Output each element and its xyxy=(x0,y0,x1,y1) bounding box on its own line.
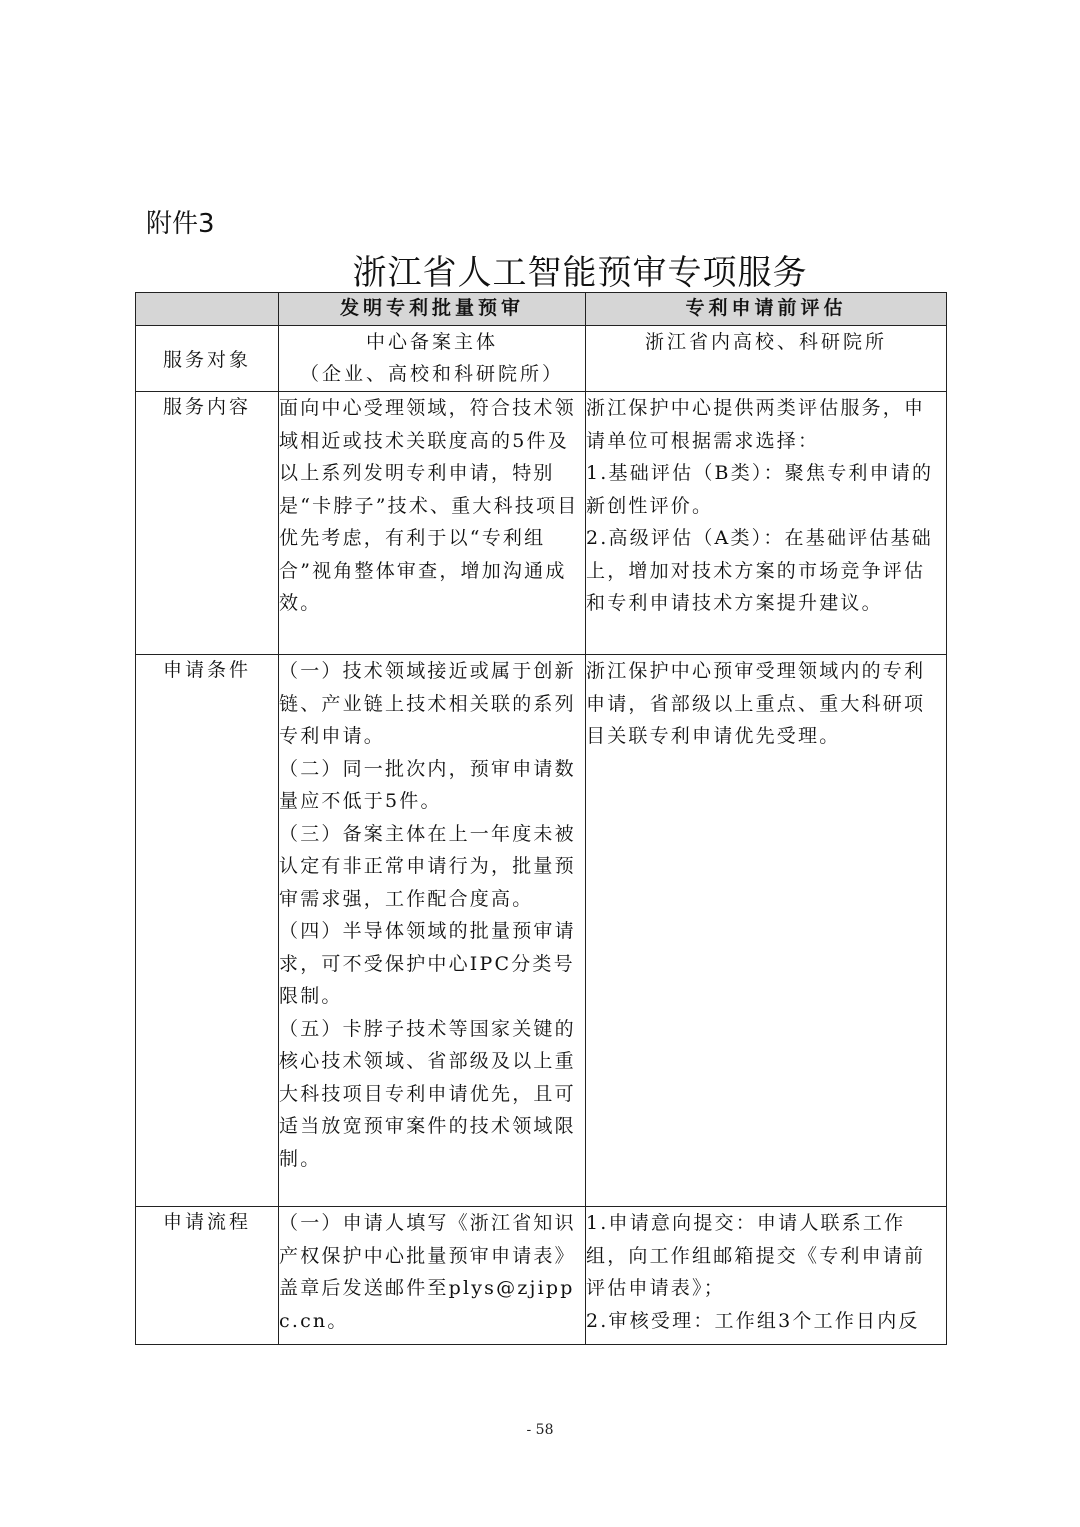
cell-paragraph: 2.高级评估（A类）：在基础评估基础上，增加对技术方案的市场竞争评估和专利申请技术方案提升建议。 xyxy=(586,527,933,614)
cell-paragraph: 浙江保护中心预审受理领域内的专利申请，省部级以上重点、重大科研项目关联专利申请优先受理。 xyxy=(586,660,926,747)
table-row xyxy=(136,655,947,1207)
row-label: 申请流程 xyxy=(136,1207,279,1345)
attachment-label: 附件3 xyxy=(146,209,215,239)
cell-paragraph: 1.基础评估（B类）：聚焦专利申请的新创性评价。 xyxy=(586,462,934,517)
cell-line: 中心备案主体 xyxy=(365,331,498,353)
cell-paragraph: （一）技术领域接近或属于创新链、产业链上技术相关联的系列专利申请。 xyxy=(279,660,576,747)
header-corner xyxy=(136,293,279,326)
cell-content-batch xyxy=(279,392,586,655)
service-table xyxy=(135,292,947,1345)
table-row xyxy=(136,326,947,392)
row-label: 申请条件 xyxy=(136,655,279,1207)
cell-paragraph: （二）同一批次内，预审申请数量应不低于5件。 xyxy=(279,757,576,812)
cell-conditions-batch xyxy=(279,655,586,1207)
cell-process-batch xyxy=(279,1207,586,1345)
cell-target-batch xyxy=(279,326,586,392)
header-batch-preexam: 发明专利批量预审 xyxy=(279,293,586,326)
cell-paragraph: 面向中心受理领域，符合技术领域相近或技术关联度高的5件及以上系列发明专利申请，特别是“卡脖子”技术、重大科技项目优先考虑，有利于以“专利组合”视角整体审查，增加沟通成效。 xyxy=(279,397,579,614)
cell-paragraph: （五）卡脖子技术等国家关键的核心技术领域、省部级及以上重大科技项目专利申请优先，且可适当放宽预审案件的技术领域限制。 xyxy=(279,1017,576,1170)
cell-conditions-eval xyxy=(586,655,947,1207)
row-label: 服务内容 xyxy=(136,392,279,655)
cell-paragraph: 2.审核受理：工作组3个工作日内反 xyxy=(586,1309,920,1332)
cell-content-eval xyxy=(586,392,947,655)
cell-process-eval xyxy=(586,1207,947,1345)
table-header-row xyxy=(136,293,947,326)
cell-paragraph: 1.申请意向提交：申请人联系工作组，向工作组邮箱提交《专利申请前评估申请表》； xyxy=(586,1212,926,1299)
document-title: 浙江省人工智能预审专项服务 xyxy=(352,253,808,293)
page-number: - 58 xyxy=(526,1422,554,1438)
table-row xyxy=(136,392,947,655)
row-label: 服务对象 xyxy=(136,326,279,392)
cell-target-eval xyxy=(586,326,947,392)
cell-line: （企业、高校和科研院所） xyxy=(299,363,564,385)
cell-paragraph: （一）申请人填写《浙江省知识产权保护中心批量预审申请表》盖章后发送邮件至plys@zjippc.cn。 xyxy=(279,1212,576,1332)
table-row xyxy=(136,1207,947,1345)
cell-line: 浙江省内高校、科研院所 xyxy=(644,331,887,353)
cell-paragraph: 浙江保护中心提供两类评估服务，申请单位可根据需求选择： xyxy=(586,397,926,452)
header-pre-filing-eval: 专利申请前评估 xyxy=(586,293,947,326)
cell-paragraph: （四）半导体领域的批量预审请求，可不受保护中心IPC分类号限制。 xyxy=(279,920,576,1007)
cell-paragraph: （三）备案主体在上一年度未被认定有非正常申请行为，批量预审需求强，工作配合度高。 xyxy=(279,822,576,910)
